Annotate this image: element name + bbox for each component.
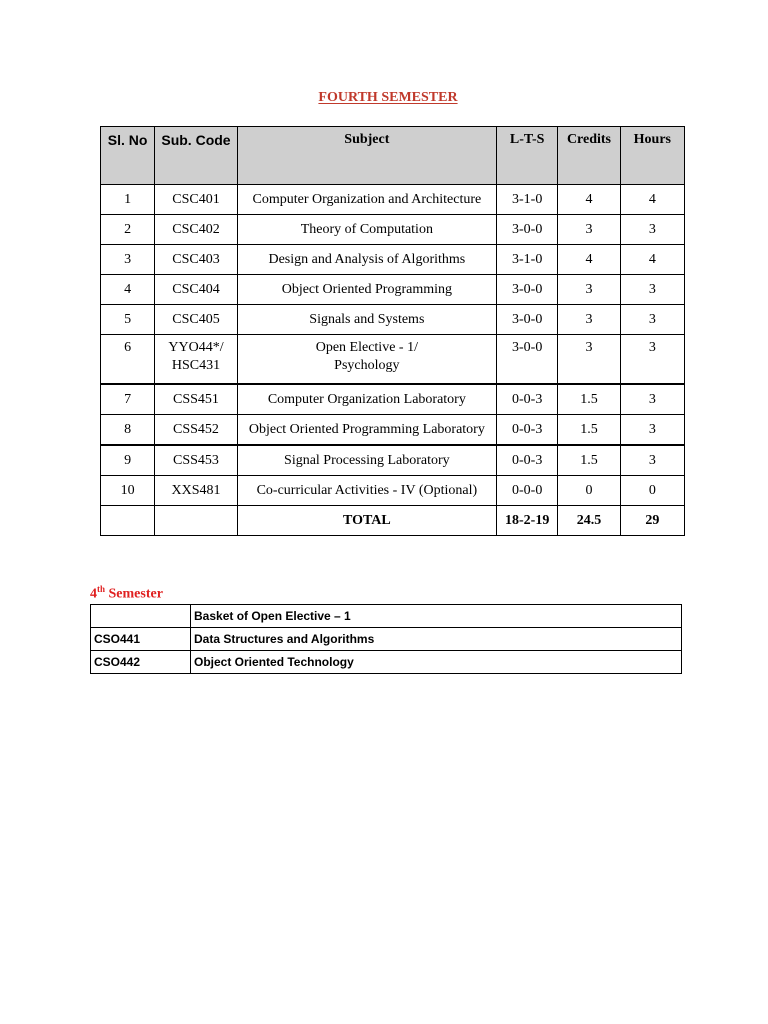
cell-lts: 0-0-3 [497, 415, 558, 446]
cell-code: XXS481 [155, 476, 237, 506]
cell-lts: 3-0-0 [497, 275, 558, 305]
cell-code: CSO441 [91, 628, 191, 651]
cell-subject: Signals and Systems [237, 305, 496, 335]
cell-lts: 3-0-0 [497, 215, 558, 245]
table-row [101, 445, 685, 476]
open-elective-table [90, 604, 682, 674]
cell-code-line2: HSC431 [171, 358, 221, 373]
table-row [101, 384, 685, 415]
cell-sl: 2 [101, 215, 155, 245]
cell-hours: 0 [620, 476, 684, 506]
cell-name: Object Oriented Technology [191, 651, 682, 674]
cell-sl: 4 [101, 275, 155, 305]
basket-header-row [91, 605, 682, 628]
cell-sl: 7 [101, 384, 155, 415]
table-row [101, 335, 685, 385]
col-header-sl-no: Sl. No [101, 127, 155, 185]
cell-hours: 3 [620, 384, 684, 415]
cell-code: CSS452 [155, 415, 237, 446]
table-row [101, 415, 685, 446]
cell-subject: Theory of Computation [237, 215, 496, 245]
semester-heading-text: Semester [105, 586, 163, 602]
semester-heading [90, 584, 163, 603]
table-row [91, 651, 682, 674]
cell-code [155, 335, 237, 385]
total-lts: 18-2-19 [497, 506, 558, 536]
total-label: TOTAL [237, 506, 496, 536]
cell-hours: 3 [620, 335, 684, 385]
table-row [101, 215, 685, 245]
cell-sl: 6 [101, 335, 155, 385]
semester-heading-sup: th [97, 584, 106, 594]
cell-code: CSC402 [155, 215, 237, 245]
cell-sl: 9 [101, 445, 155, 476]
col-header-lts: L-T-S [497, 127, 558, 185]
cell-hours: 3 [620, 275, 684, 305]
cell-name: Data Structures and Algorithms [191, 628, 682, 651]
cell-hours: 3 [620, 415, 684, 446]
cell-code: CSS451 [155, 384, 237, 415]
col-header-sub-code: Sub. Code [155, 127, 237, 185]
cell-lts: 3-1-0 [497, 185, 558, 215]
col-header-subject: Subject [237, 127, 496, 185]
col-header-credits: Credits [558, 127, 620, 185]
table-row [101, 245, 685, 275]
cell-hours: 3 [620, 305, 684, 335]
cell-sl: 3 [101, 245, 155, 275]
cell-code: CSO442 [91, 651, 191, 674]
cell-sl: 8 [101, 415, 155, 446]
cell-credits: 3 [558, 335, 620, 385]
table-row [101, 275, 685, 305]
cell-credits: 4 [558, 245, 620, 275]
page-title: FOURTH SEMESTER [318, 90, 458, 105]
cell-subject-line2: Psychology [334, 358, 400, 373]
cell-credits: 3 [558, 305, 620, 335]
cell-empty [91, 605, 191, 628]
cell-credits: 3 [558, 275, 620, 305]
cell-lts: 3-0-0 [497, 335, 558, 385]
cell-credits: 3 [558, 215, 620, 245]
cell-hours: 4 [620, 245, 684, 275]
cell-lts: 3-0-0 [497, 305, 558, 335]
cell-subject [237, 335, 496, 385]
cell-empty [155, 506, 237, 536]
total-credits: 24.5 [558, 506, 620, 536]
cell-subject: Computer Organization and Architecture [237, 185, 496, 215]
cell-lts: 0-0-3 [497, 445, 558, 476]
table-row [101, 185, 685, 215]
col-header-hours: Hours [620, 127, 684, 185]
cell-sl: 5 [101, 305, 155, 335]
basket-header: Basket of Open Elective – 1 [191, 605, 682, 628]
cell-empty [101, 506, 155, 536]
semester-heading-num: 4 [90, 586, 97, 602]
cell-code: CSC404 [155, 275, 237, 305]
cell-lts: 0-0-0 [497, 476, 558, 506]
cell-code: CSC401 [155, 185, 237, 215]
course-table [100, 126, 685, 536]
total-row [101, 506, 685, 536]
cell-credits: 1.5 [558, 445, 620, 476]
cell-lts: 0-0-3 [497, 384, 558, 415]
cell-code: CSC403 [155, 245, 237, 275]
cell-credits: 1.5 [558, 384, 620, 415]
cell-lts: 3-1-0 [497, 245, 558, 275]
cell-code: CSS453 [155, 445, 237, 476]
cell-subject: Computer Organization Laboratory [237, 384, 496, 415]
cell-subject: Co-curricular Activities - IV (Optional) [237, 476, 496, 506]
cell-subject: Design and Analysis of Algorithms [237, 245, 496, 275]
cell-credits: 1.5 [558, 415, 620, 446]
cell-sl: 1 [101, 185, 155, 215]
cell-sl: 10 [101, 476, 155, 506]
cell-subject: Object Oriented Programming [237, 275, 496, 305]
cell-code: CSC405 [155, 305, 237, 335]
cell-credits: 0 [558, 476, 620, 506]
table-row [101, 476, 685, 506]
table-row [101, 305, 685, 335]
cell-hours: 3 [620, 445, 684, 476]
cell-hours: 4 [620, 185, 684, 215]
table-row [91, 628, 682, 651]
cell-subject: Object Oriented Programming Laboratory [237, 415, 496, 446]
total-hours: 29 [620, 506, 684, 536]
cell-credits: 4 [558, 185, 620, 215]
cell-subject: Signal Processing Laboratory [237, 445, 496, 476]
cell-code-line1: YYO44*/ [168, 340, 224, 355]
header-row [101, 127, 685, 185]
cell-subject-line1: Open Elective - 1/ [315, 340, 418, 355]
cell-hours: 3 [620, 215, 684, 245]
